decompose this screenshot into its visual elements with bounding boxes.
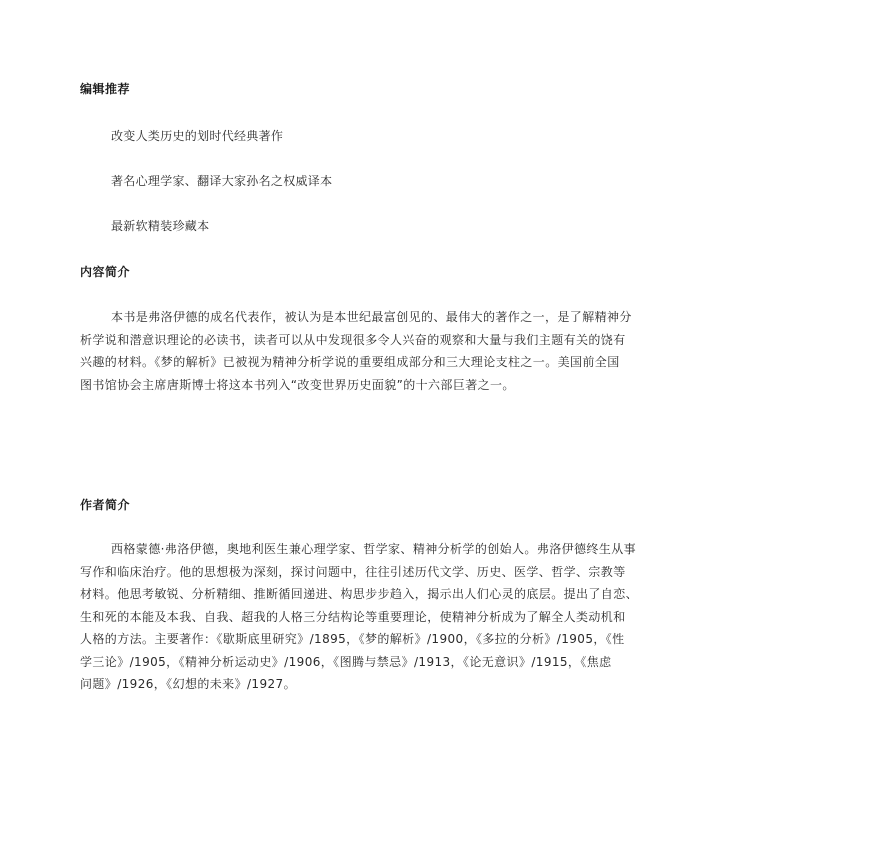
- content-intro-line-3: 兴趣的材料。《梦的解析》已被视为精神分析学说的重要组成部分和三大理论支柱之一。美国前全国: [80, 355, 620, 369]
- author-intro-paragraph: [80, 538, 800, 696]
- author-intro-line-1: 西格蒙德·弗洛伊德，奥地利医生兼心理学家、哲学家、精神分析学的创始人。弗洛伊德终生从事: [111, 542, 637, 556]
- author-intro-line-5: 人格的方法。主要著作：《歇斯底里研究》/1895，《梦的解析》/1900，《多拉的分析》/1905，《性: [80, 632, 625, 646]
- author-intro-line-6: 学三论》/1905，《精神分析运动史》/1906，《图腾与禁忌》/1913，《论无意识》/1915，《焦虑: [80, 654, 612, 669]
- author-intro-heading: 作者简介: [80, 498, 131, 512]
- author-intro-line-2: 写作和临床治疗。他的思想极为深刻，探讨问题中，往往引述历代文学、历史、医学、哲学、宗教等: [80, 564, 626, 579]
- author-intro-line-7: 问题》/1926，《幻想的未来》/1927。: [80, 677, 296, 691]
- recommend-item-2: 著名心理学家、翻译大家孙名之权威译本: [111, 174, 333, 188]
- content-intro-paragraph: [80, 306, 800, 396]
- content-intro-heading: 内容简介: [80, 265, 131, 279]
- author-intro-line-3: 材料。他思考敏锐、分析精细、推断循回递进、构思步步趋入，揭示出人们心灵的底层。提出了自恋、: [80, 587, 639, 601]
- editor-recommend-heading: 编辑推荐: [80, 82, 131, 96]
- author-intro-line-4: 生和死的本能及本我、自我、超我的人格三分结构论等重要理论，使精神分析成为了解全人类动机和: [80, 609, 626, 624]
- content-intro-line-2: 析学说和潜意识理论的必读书，读者可以从中发现很多令人兴奋的观察和大量与我们主题有关的饶有: [80, 332, 626, 347]
- recommend-item-1: 改变人类历史的划时代经典著作: [111, 129, 284, 143]
- content-intro-line-1: 本书是弗洛伊德的成名代表作，被认为是本世纪最富创见的、最伟大的著作之一，是了解精神分: [111, 310, 632, 324]
- content-intro-line-4: 图书馆协会主席唐斯博士将这本书列入“改变世界历史面貌”的十六部巨著之一。: [80, 377, 515, 392]
- recommend-item-3: 最新软精装珍藏本: [111, 219, 210, 233]
